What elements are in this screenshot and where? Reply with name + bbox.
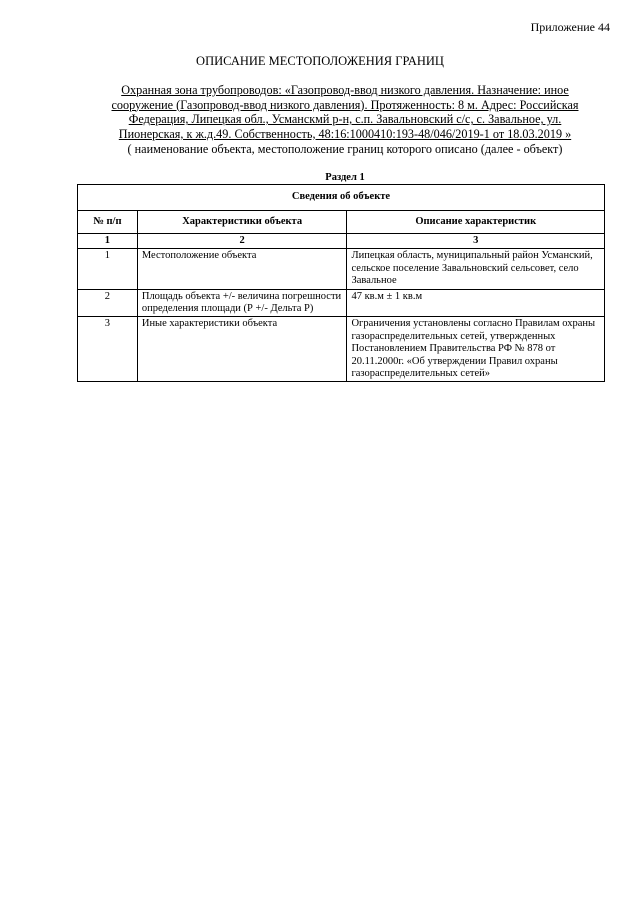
column-number: 3 — [347, 234, 605, 249]
table-title: Сведения об объекте — [78, 185, 605, 211]
column-number: 2 — [137, 234, 347, 249]
row-characteristic: Иные характеристики объекта — [137, 317, 347, 382]
object-description-line: сооружение (Газопровод-ввод низкого давления). Протяженность: 8 м. Адрес: Российская — [111, 97, 579, 112]
column-number: 1 — [78, 234, 138, 249]
row-characteristic: Местоположение объекта — [137, 249, 347, 289]
appendix-label: Приложение 44 — [530, 20, 610, 34]
row-description: 47 кв.м ± 1 кв.м — [347, 289, 605, 317]
row-description: Ограничения установлены согласно Правилам охраны газораспределительных сетей, утвержденных Постановлением Правительства РФ № 878 от 20.11.2000г. «Об утверждении Правил охраны газораспределительных сетей» — [347, 317, 605, 382]
row-number: 1 — [78, 249, 138, 289]
table-row — [78, 317, 605, 382]
object-caption: ( наименование объекта, местоположение границ которого описано (далее - объект) — [127, 142, 563, 156]
table-header-row — [78, 211, 605, 234]
page-title: ОПИСАНИЕ МЕСТОПОЛОЖЕНИЯ ГРАНИЦ — [196, 54, 444, 68]
object-description-line: Пионерская, к ж.д.49. Собственность, 48:16:1000410:193-48/046/2019-1 от 18.03.2019 » — [118, 126, 572, 141]
object-description — [80, 83, 610, 141]
table-title-row — [78, 185, 605, 211]
object-description-line: Охранная зона трубопроводов: «Газопровод-ввод низкого давления. Назначение: иное — [121, 83, 569, 97]
object-description-line: Федерация, Липецкая обл., Усманскмй р-н, с.п. Завальновский с/с, с. Завальное, ул. — [128, 112, 562, 127]
row-number: 3 — [78, 317, 138, 382]
column-number-row — [78, 234, 605, 249]
column-header-characteristic: Характеристики объекта — [137, 211, 347, 234]
row-characteristic: Площадь объекта +/- величина погрешности определения площади (Р +/- Дельта Р) — [137, 289, 347, 317]
table-row — [78, 249, 605, 289]
column-header-description: Описание характеристик — [347, 211, 605, 234]
row-description: Липецкая область, муниципальный район Усманский, сельское поселение Завальновский сельсовет, село Завальное — [347, 249, 605, 289]
row-number: 2 — [78, 289, 138, 317]
table-row — [78, 289, 605, 317]
column-header-number: № п/п — [78, 211, 138, 234]
section-label: Раздел 1 — [325, 172, 365, 183]
object-info-table — [77, 184, 605, 382]
